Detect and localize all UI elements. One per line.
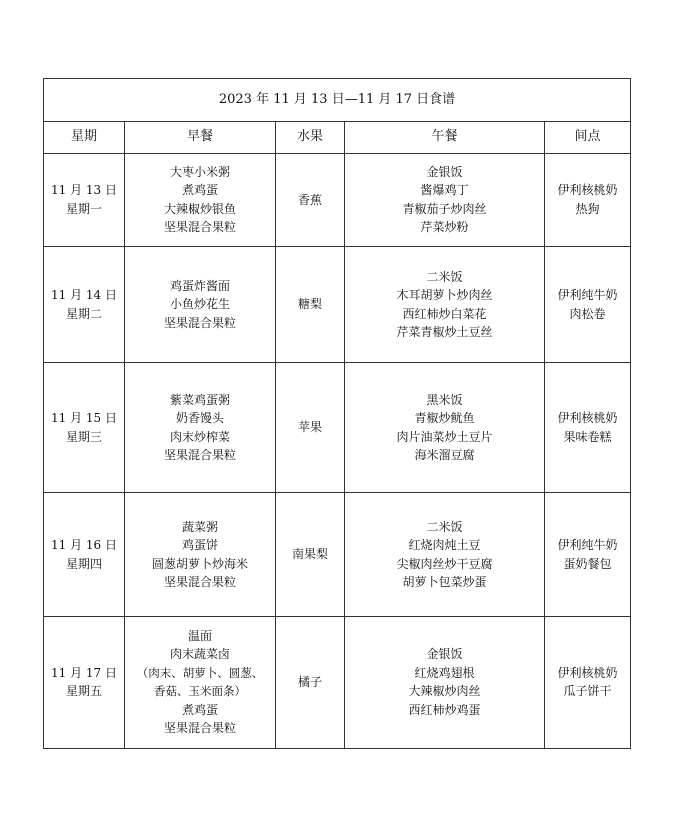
breakfast-item: 奶香馒头 <box>175 411 224 426</box>
breakfast-item: （肉末、胡萝卜、圆葱、 <box>136 665 264 680</box>
fruit-cell: 糖梨 <box>276 247 345 363</box>
snack-item: 伊利核桃奶 <box>557 411 618 426</box>
table-row <box>44 616 631 748</box>
day-cell <box>44 247 125 363</box>
lunch-item: 红烧鸡翅根 <box>414 665 475 680</box>
snack-item: 伊利纯牛奶 <box>557 538 618 552</box>
snack-item: 瓜子饼干 <box>563 684 612 699</box>
weekday-text: 星期二 <box>65 306 102 321</box>
breakfast-item: 鸡蛋饼 <box>181 538 218 552</box>
breakfast-item: 煮鸡蛋 <box>181 702 218 717</box>
snack-item: 伊利核桃奶 <box>557 183 618 198</box>
snack-item: 果味卷糕 <box>563 429 612 444</box>
snack-cell <box>545 363 631 493</box>
lunch-item: 大辣椒炒肉丝 <box>408 684 481 699</box>
day-cell <box>44 363 125 493</box>
weekday-text: 星期三 <box>65 429 102 444</box>
lunch-item: 金银饭 <box>426 164 463 179</box>
lunch-item: 西红柿炒白菜花 <box>402 306 487 321</box>
date-text: 11 月 13 日 <box>51 183 117 198</box>
lunch-item: 青椒炒鱿鱼 <box>414 411 475 426</box>
header-fruit: 水果 <box>276 122 345 153</box>
snack-item: 热狗 <box>575 201 600 216</box>
lunch-item: 胡萝卜包菜炒蛋 <box>402 575 487 589</box>
breakfast-item: 大辣椒炒银鱼 <box>163 201 236 216</box>
breakfast-item: 肉末蔬菜卤 <box>169 647 230 662</box>
day-cell <box>44 616 125 748</box>
lunch-item: 芹菜青椒炒土豆丝 <box>396 325 493 340</box>
weekday-text: 星期五 <box>65 684 102 699</box>
title-row <box>44 79 631 122</box>
snack-cell <box>545 616 631 748</box>
header-breakfast: 早餐 <box>125 122 276 153</box>
lunch-item: 芹菜炒粉 <box>420 220 469 235</box>
table-row <box>44 493 631 617</box>
lunch-item: 西红柿炒鸡蛋 <box>408 702 481 717</box>
breakfast-item: 紫菜鸡蛋粥 <box>169 392 230 407</box>
snack-item: 伊利核桃奶 <box>557 665 618 680</box>
breakfast-cell <box>125 363 276 493</box>
lunch-item: 木耳胡萝卜炒肉丝 <box>396 288 493 303</box>
fruit-cell: 苹果 <box>276 363 345 493</box>
snack-item: 肉松卷 <box>569 306 606 321</box>
date-text: 11 月 16 日 <box>51 538 117 552</box>
lunch-item: 青椒茄子炒肉丝 <box>402 201 487 216</box>
table-row <box>44 247 631 363</box>
snack-item: 蛋奶餐包 <box>563 556 612 571</box>
lunch-cell <box>345 153 545 247</box>
lunch-cell <box>345 493 545 617</box>
weekday-text: 星期四 <box>65 556 102 571</box>
date-text: 11 月 14 日 <box>51 288 117 303</box>
breakfast-item: 大枣小米粥 <box>169 164 230 179</box>
breakfast-item: 坚果混合果粒 <box>163 721 236 736</box>
snack-item: 伊利纯牛奶 <box>557 288 618 303</box>
table-row <box>44 363 631 493</box>
fruit-cell: 香蕉 <box>276 153 345 247</box>
breakfast-item: 坚果混合果粒 <box>163 315 236 330</box>
day-cell <box>44 493 125 617</box>
fruit-cell: 橘子 <box>276 616 345 748</box>
breakfast-item: 小鱼炒花生 <box>169 297 230 312</box>
breakfast-item: 鸡蛋炸酱面 <box>169 278 230 293</box>
lunch-item: 海米溜豆腐 <box>414 448 475 463</box>
lunch-item: 黑米饭 <box>426 392 463 407</box>
day-cell <box>44 153 125 247</box>
fruit-cell: 南果梨 <box>276 493 345 617</box>
header-weekday: 星期 <box>44 122 125 153</box>
lunch-item: 金银饭 <box>426 647 463 662</box>
header-row <box>44 122 631 153</box>
breakfast-item: 圆葱胡萝卜炒海米 <box>151 556 248 571</box>
weekday-text: 星期一 <box>65 201 102 216</box>
date-text: 11 月 15 日 <box>51 411 117 426</box>
lunch-cell <box>345 363 545 493</box>
lunch-item: 尖椒肉丝炒干豆腐 <box>396 556 493 571</box>
lunch-item: 红烧肉炖土豆 <box>408 538 481 552</box>
header-snack: 间点 <box>545 122 631 153</box>
lunch-item: 肉片油菜炒土豆片 <box>396 429 493 444</box>
snack-cell <box>545 493 631 617</box>
lunch-item: 二米饭 <box>426 519 463 534</box>
breakfast-item: 温面 <box>187 628 212 643</box>
snack-cell <box>545 153 631 247</box>
header-lunch: 午餐 <box>345 122 545 153</box>
snack-cell <box>545 247 631 363</box>
lunch-item: 二米饭 <box>426 269 463 284</box>
breakfast-cell <box>125 247 276 363</box>
breakfast-cell <box>125 616 276 748</box>
breakfast-item: 坚果混合果粒 <box>163 220 236 235</box>
date-text: 11 月 17 日 <box>51 665 117 680</box>
menu-title: 2023 年 11 月 13 日—11 月 17 日食谱 <box>44 79 631 122</box>
lunch-item: 酱爆鸡丁 <box>420 183 469 198</box>
breakfast-item: 坚果混合果粒 <box>163 448 236 463</box>
breakfast-item: 蔬菜粥 <box>181 519 218 534</box>
breakfast-item: 香菇、玉米面条） <box>154 684 246 699</box>
breakfast-cell <box>125 153 276 247</box>
table-row <box>44 153 631 247</box>
breakfast-item: 肉末炒榨菜 <box>169 429 230 444</box>
breakfast-item: 坚果混合果粒 <box>163 575 236 589</box>
lunch-cell <box>345 247 545 363</box>
breakfast-item: 煮鸡蛋 <box>181 183 218 198</box>
menu-table <box>43 78 631 749</box>
breakfast-cell <box>125 493 276 617</box>
lunch-cell <box>345 616 545 748</box>
